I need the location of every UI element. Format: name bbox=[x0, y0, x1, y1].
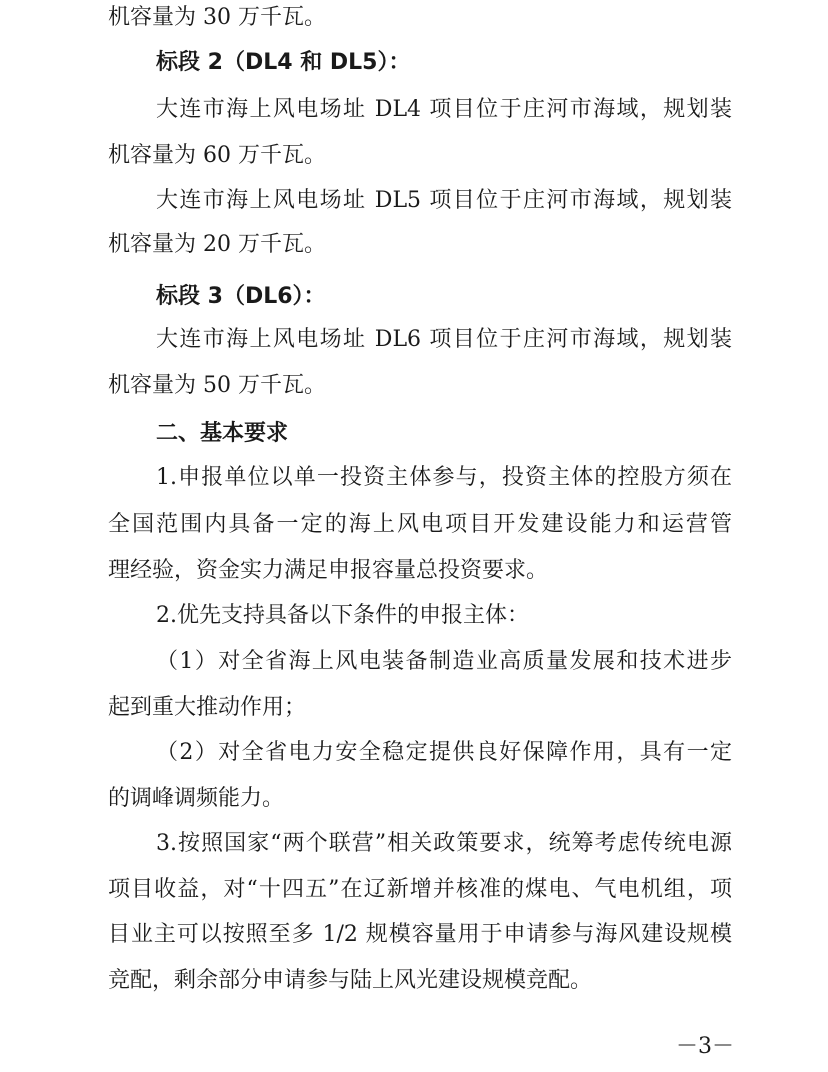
text-line: 竞配，剩余部分申请参与陆上风光建设规模竞配。 bbox=[108, 968, 593, 993]
section-heading: 标段 3（DL6）： bbox=[156, 284, 326, 309]
text-line: 2.优先支持具备以下条件的申报主体： bbox=[156, 603, 529, 628]
text-line: 理经验，资金实力满足申报容量总投资要求。 bbox=[108, 558, 549, 583]
text-line: 机容量为 30 万千瓦。 bbox=[108, 5, 326, 30]
text-line: 的调峰调频能力。 bbox=[108, 786, 285, 811]
text-line: 大连市海上风电场址 DL5 项目位于庄河市海域，规划装 bbox=[156, 188, 732, 213]
text-line: 全国范围内具备一定的海上风电项目开发建设能力和运营管 bbox=[108, 512, 732, 537]
text-line: 1.申报单位以单一投资主体参与，投资主体的控股方须在 bbox=[156, 465, 732, 490]
text-line: 机容量为 60 万千瓦。 bbox=[108, 143, 326, 168]
text-line: （2）对全省电力安全稳定提供良好保障作用，具有一定 bbox=[156, 740, 732, 765]
text-line: 机容量为 20 万千瓦。 bbox=[108, 232, 326, 257]
page-number: －3－ bbox=[676, 1034, 734, 1059]
text-line: 目业主可以按照至多 1/2 规模容量用于申请参与海风建设规模 bbox=[108, 922, 732, 947]
text-line: 大连市海上风电场址 DL6 项目位于庄河市海域，规划装 bbox=[156, 327, 732, 352]
text-line: 大连市海上风电场址 DL4 项目位于庄河市海域，规划装 bbox=[156, 97, 732, 122]
section-heading: 二、基本要求 bbox=[156, 421, 289, 446]
text-line: 项目收益，对“十四五”在辽新增并核准的煤电、气电机组，项 bbox=[108, 877, 732, 902]
text-line: 3.按照国家“两个联营”相关政策要求，统筹考虑传统电源 bbox=[156, 831, 732, 856]
text-line: （1）对全省海上风电装备制造业高质量发展和技术进步 bbox=[156, 649, 732, 674]
text-line: 机容量为 50 万千瓦。 bbox=[108, 373, 326, 398]
text-line: 起到重大推动作用； bbox=[108, 695, 307, 720]
section-heading: 标段 2（DL4 和 DL5）： bbox=[156, 50, 411, 75]
